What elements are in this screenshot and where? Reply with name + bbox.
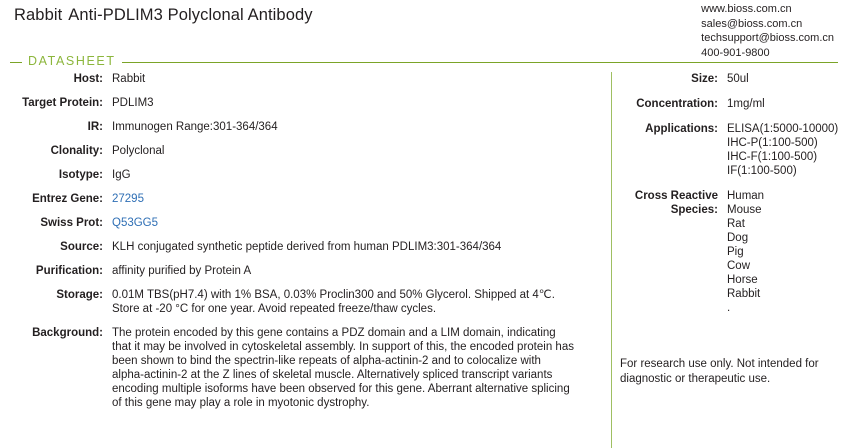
species-human: Human [727, 190, 765, 202]
field-entrez-gene [0, 192, 600, 206]
section-divider-line [10, 62, 838, 63]
background-line-3: been shown to bind the spectrin-like repeats of alpha-actinin-2 and to colocalize with [112, 355, 541, 367]
field-label: Host: [73, 73, 103, 85]
field-label: Target Protein: [22, 97, 103, 109]
contact-support-email: techsupport@bioss.com.cn [701, 32, 834, 44]
field-isotype [0, 168, 600, 182]
field-immunogen-range [0, 120, 600, 134]
page-title [14, 6, 313, 25]
storage-line-2: Store at -20 °C for one year. Avoid repeated freeze/thaw cycles. [112, 303, 437, 315]
title-product: Anti-PDLIM3 Polyclonal Antibody [68, 6, 313, 24]
contact-sales-email: sales@bioss.com.cn [701, 17, 803, 30]
page-header [0, 0, 848, 58]
species-dog: Dog [727, 232, 749, 244]
field-concentration [620, 97, 848, 111]
datasheet-section-label: DATASHEET [22, 54, 122, 68]
background-line-5: encoding multiple isoforms have been observed for this gene. Aberrant alternative splicing [112, 383, 570, 395]
column-divider [611, 72, 612, 448]
field-value: IgG [112, 169, 131, 181]
field-value: KLH conjugated synthetic peptide derived from human PDLIM3:301-364/364 [112, 241, 502, 253]
field-label: Concentration: [636, 98, 718, 110]
application-ihc-f: IHC-F(1:100-500) [727, 151, 818, 163]
background-line-2: that it may be involved in cytoskeletal assembly. In support of this, the encoded protein has [112, 341, 574, 353]
field-value: affinity purified by Protein A [112, 265, 252, 277]
storage-line-1: 0.01M TBS(pH7.4) with 1% BSA, 0.03% Proclin300 and 50% Glycerol. Shipped at 4℃. [112, 289, 555, 301]
research-use-line-2: diagnostic or therapeutic use. [620, 372, 771, 385]
species-rat: Rat [727, 218, 745, 230]
field-label: IR: [87, 121, 103, 133]
cross-reactive-label-line-2: Species: [670, 204, 718, 216]
field-label: Storage: [56, 289, 103, 301]
entrez-gene-link[interactable]: 27295 [112, 193, 144, 205]
field-cross-reactive-species [620, 189, 848, 315]
swiss-prot-link[interactable]: Q53GG5 [112, 217, 159, 229]
cross-reactive-label-line-1: Cross Reactive [634, 190, 718, 202]
field-value: 1mg/ml [727, 98, 765, 110]
field-label: Applications: [645, 123, 718, 135]
field-value: Rabbit [112, 73, 146, 85]
field-value [718, 189, 848, 315]
species-mouse: Mouse [727, 204, 762, 216]
field-value: 50ul [727, 73, 749, 85]
research-use-line-1: For research use only. Not intended for [620, 358, 819, 370]
field-value: PDLIM3 [112, 97, 154, 109]
field-value [718, 122, 848, 178]
field-label: Isotype: [58, 169, 103, 181]
application-ihc-p: IHC-P(1:100-500) [727, 137, 818, 149]
field-label: Entrez Gene: [32, 193, 103, 205]
field-label: Swiss Prot: [40, 217, 103, 229]
contact-website: www.bioss.com.cn [701, 3, 792, 15]
right-column [620, 72, 848, 326]
field-background [0, 326, 600, 410]
datasheet-body [0, 72, 848, 448]
field-value [103, 326, 600, 410]
field-swiss-prot [0, 216, 600, 230]
background-line-6: of this gene may play a role in myotonic dystrophy. [112, 397, 370, 409]
field-host [0, 72, 600, 86]
field-label: Background: [32, 327, 103, 339]
species-cow: Cow [727, 260, 751, 272]
application-elisa: ELISA(1:5000-10000) [727, 123, 839, 135]
species-extra: . [727, 302, 731, 314]
field-label: Purification: [35, 265, 103, 277]
contact-block [701, 2, 834, 60]
background-line-1: The protein encoded by this gene contains a PDZ domain and a LIM domain, indicating [112, 327, 556, 339]
field-label: Clonality: [50, 145, 103, 157]
field-storage [0, 288, 600, 316]
field-label: Size: [691, 73, 718, 85]
species-horse: Horse [727, 274, 758, 286]
background-line-4: alpha-actinin-2 at the Z lines of skeletal muscle. Alternatively spliced transcript variants [112, 369, 553, 381]
field-value: Polyclonal [112, 145, 165, 157]
field-value [103, 288, 600, 316]
species-rabbit: Rabbit [727, 288, 761, 300]
species-pig: Pig [727, 246, 744, 258]
field-source [0, 240, 600, 254]
field-label [620, 189, 718, 315]
field-label: Source: [60, 241, 103, 253]
field-target-protein [0, 96, 600, 110]
field-applications [620, 122, 848, 178]
left-column [0, 72, 600, 420]
field-size [620, 72, 848, 86]
title-species: Rabbit [14, 6, 63, 24]
contact-phone: 400-901-9800 [701, 46, 770, 59]
application-if: IF(1:100-500) [727, 165, 797, 177]
field-purification [0, 264, 600, 278]
field-value: Immunogen Range:301-364/364 [112, 121, 278, 133]
field-clonality [0, 144, 600, 158]
research-use-note [620, 357, 840, 386]
